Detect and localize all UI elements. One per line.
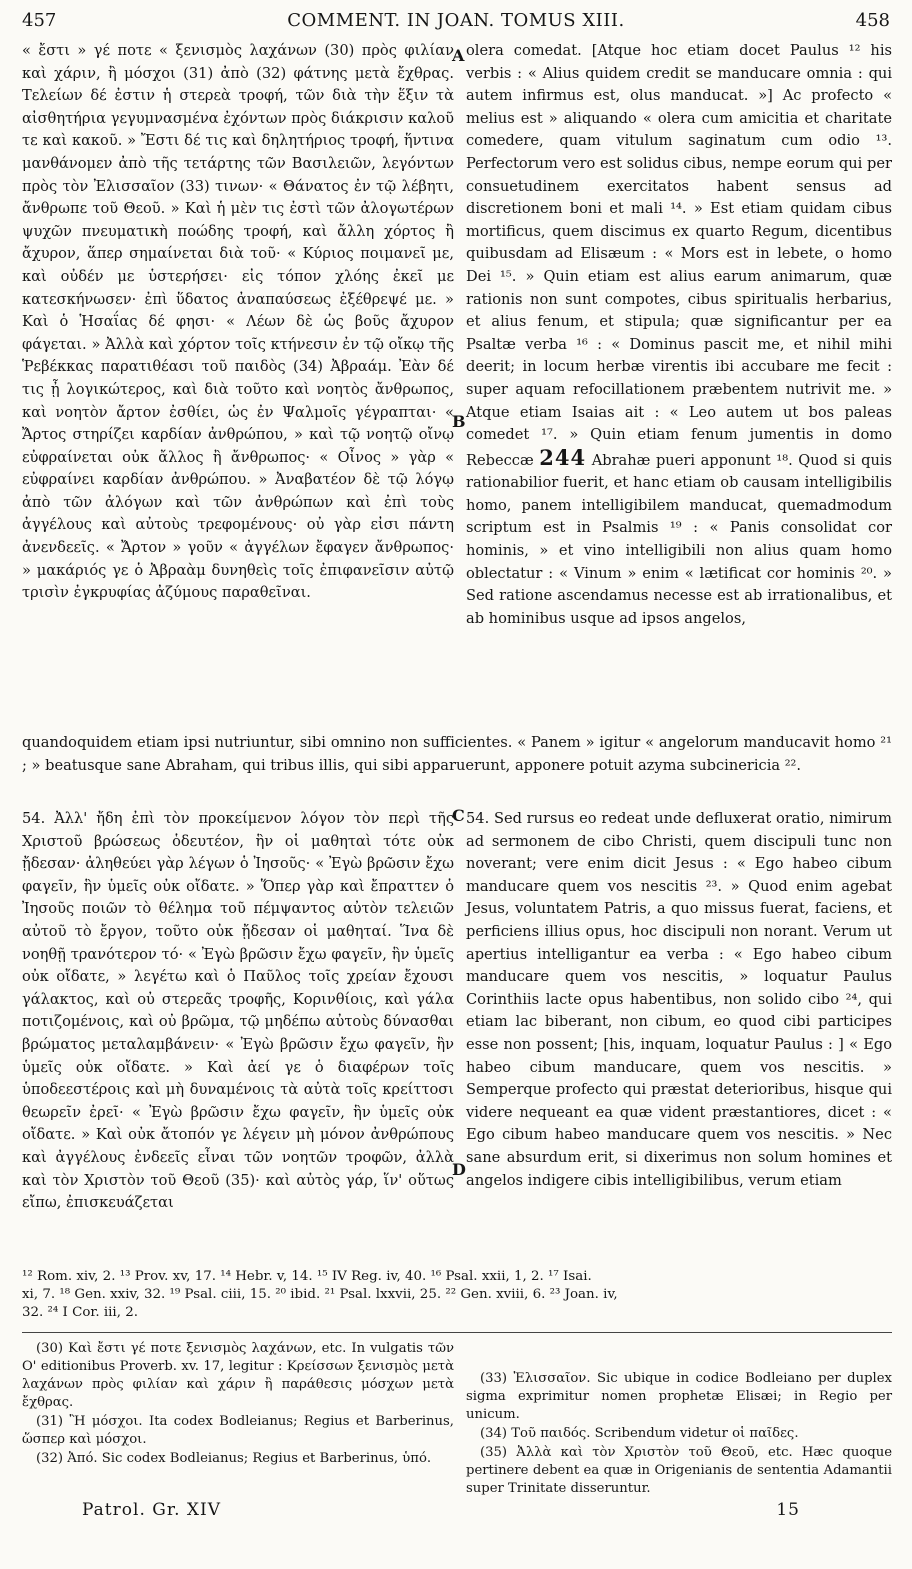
margin-letter-d: D	[452, 1160, 466, 1179]
latin-text-top-a: olera comedat. [Atque hoc etiam docet Paulus ¹² his verbis : « Alius quidem credit se manducare omnia : qui autem infirmus est, olus manducat. »] Ac profecto « melius est » aliquando « olera cum amicitia et charitate comedere, quam vitulum saginatum cum odio ¹³. Perfectorum vero est solidus cibus, nempe eorum qui per consuetudinem exercitatos habent sensus ad discretionem boni et mali ¹⁴. » Est etiam quidam cibus mortificus, quem discimus ex quarto Regum, dicentibus quibusdam ad Elisæum : « Mors est in lebete, o homo Dei ¹⁵. » Quin etiam est alius earum animarum, quæ rationis non sunt compotes, cibus spiritualis herbarius, et alius fenum, et stipula; quæ significantur per ea Psaltæ verba ¹⁶ : « Dominus pascit me, et nihil mihi deerit; in locum herbæ virentis ibi accubare me fecit : super aquam refocillationem præbentem nutrivit me. » Atque etiam Isaias ait : « Leo autem ut bos paleas comedet ¹⁷. » Quin etiam fenum jumentis in domo Rebeccæ	[466, 42, 892, 469]
latin-text-top-b: Abrahæ pueri apponunt ¹⁸. Quod si quis rationabilior fuerit, et hanc etiam ob causam intelligibilis homo, panem intelligibilem manducat, quemadmodum scriptum est in Psalmis ¹⁹ : « Panis consolidat cor hominis, » et vino intelligibili non alius quam homo oblectatur : « Vinum » enim « lætificat cor hominis ²⁰. » Sed ratione ascendamus necesse est ab irrationalibus, et ab hominibus usque ad ipsos angelos,	[466, 451, 893, 627]
greek-section-text: 54. Ἀλλ' ἤδη ἐπὶ τὸν προκείμενον λόγον τὸν περὶ τῆς Χριστοῦ βρώσεως ὁδευτέον, ἣν οἱ μαθηταὶ τότε οὐκ ᾔδεσαν· ἀληθεύει γὰρ λέγων ὁ Ἰησοῦς· « Ἐγὼ βρῶσιν ἔχω φαγεῖν, ἣν ὑμεῖς οὐκ οἴδατε. » Ὅπερ γὰρ καὶ ἔπραττεν ὁ Ἰησοῦς ποιῶν τὸ θέλημα τοῦ πέμψαντος αὐτὸν τελειῶν αὐτοῦ τὸ ἔργον, τοῦτο οὐκ ᾔδεσαν οἱ μαθηταί. Ἵνα δὲ νοηθῇ τρανότερον τό· « Ἐγὼ βρῶσιν ἔχω φαγεῖν, ἣν ὑμεῖς οὐκ οἴδατε, » λεγέτω καὶ ὁ Παῦλος τοῖς χρείαν ἔχουσι γάλακτος, καὶ οὐ στερεᾶς τροφῆς, Κορινθίοις, καὶ γάλα ποτιζομένοις, καὶ οὐ βρῶμα, τῷ μηδέπω αὐτοὺς δύνασθαι βρώματος μεταλαμβάνειν· « Ἐγὼ βρῶσιν ἔχω φαγεῖν, ἣν ὑμεῖς οὐκ οἴδατε. » Καὶ ἀεί γε ὁ διαφέρων τοῖς ὑποδεεστέροις καὶ μὴ δυναμένοις τὰ αὐτὰ τοῖς κρείττοσι θεωρεῖν ἐρεῖ· « Ἐγὼ βρῶσιν ἔχω φαγεῖν, ἣν ὑμεῖς οὐκ οἴδατε. » Καὶ οὐκ ἄτοπόν γε λέγειν μὴ μόνον ἀνθρώπους καὶ ἀγγέλους ἐνδεεῖς εἶναι τῶν νοητῶν τροφῶν, ἀλλὰ καὶ τὸν Χριστὸν τοῦ Θεοῦ (35)· καὶ αὐτὸς γάρ, ἵν' οὕτως εἴπω, ἐπισκευάζεται	[22, 810, 454, 1212]
note-35: (35) Ἀλλὰ καὶ τὸν Χριστὸν τοῦ Θεοῦ, etc. Hæc quoque pertinere debent ea quæ in Origenianis de sententia Adamantii super Trinitate disseruntur.	[466, 1445, 892, 1496]
notes-divider	[22, 1332, 892, 1333]
column-page-marker: 244	[539, 444, 587, 470]
latin-text-top	[466, 40, 892, 630]
reference-line: xi, 7. ¹⁸ Gen. xxiv, 32. ¹⁹ Psal. ciii, 15. ²⁰ ibid. ²¹ Psal. lxxvii, 25. ²² Gen. xviii, 6. ²³ Joan. iv,	[22, 1287, 618, 1302]
note-30: (30) Καὶ ἔστι γέ ποτε ξενισμὸς λαχάνων, etc. In vulgatis τῶν Ο' editionibus Proverb. xv. 17, legitur : Κρείσσων ξενισμὸς μετὰ λαχάνων πρὸς φιλίαν καὶ χάριν ἢ παράθεσις μόσχων μετὰ ἔχθρας.	[22, 1341, 454, 1410]
page-header	[22, 10, 890, 36]
scripture-references	[22, 1268, 892, 1322]
right-page-number: 458	[855, 10, 890, 31]
margin-letter-c: C	[452, 806, 465, 825]
reference-line: 32. ²⁴ I Cor. iii, 2.	[22, 1305, 138, 1320]
margin-letter-a: A	[452, 46, 465, 65]
note-31: (31) Ἢ μόσχοι. Ita codex Bodleianus; Regius et Barberinus, ὥσπερ καὶ μόσχοι.	[22, 1414, 454, 1447]
notes-right-column	[466, 1370, 892, 1499]
greek-text-top: « ἔστι » γέ ποτε « ξενισμὸς λαχάνων (30) πρὸς φιλίαν καὶ χάριν, ἢ μόσχοι (31) ἀπὸ (32) φάτνης μετὰ ἔχθρας. Τελείων δέ ἐστιν ἡ στερεὰ τροφή, τῶν διὰ τὴν ἕξιν τὰ αἰσθητήρια γεγυμνασμένα ἐχόντων πρὸς διάκρισιν καλοῦ τε καὶ κακοῦ. » Ἔστι δέ τις καὶ δηλητήριος τροφή, ἥντινα μανθάνομεν ἀπὸ τῆς τετάρτης τῶν Βασιλειῶν, λεγόντων πρὸς τὸν Ἐλισσαῖον (33) τινων· « Θάνατος ἐν τῷ λέβητι, ἄνθρωπε τοῦ Θεοῦ. » Καὶ ἡ μὲν τις ἐστὶ τῶν ἀλογωτέρων ψυχῶν πνευματικὴ ποώδης τροφή, καὶ ἄλλη χόρτος ἢ ἄχυρον, ἅπερ σημαίνεται διὰ τοῦ· « Κύριος ποιμανεῖ με, καὶ οὐδέν με ὑστερήσει· εἰς τόπον χλόης ἐκεῖ με κατεσκήνωσεν· ἐπὶ ὕδατος ἀναπαύσεως ἐξέθρεψέ με. » Καὶ ὁ Ἡσαΐας δέ φησι· « Λέων δὲ ὡς βοῦς ἄχυρον φάγεται. » Ἀλλὰ καὶ χόρτον τοῖς κτήνεσιν ἐν τῷ οἴκῳ τῆς Ῥεβέκκας παρατιθέασι τοῦ παιδὸς (34) Ἀβραάμ. Ἐὰν δέ τις ᾖ λογικώτερος, καὶ διὰ τοῦτο καὶ νοητὸς ἄνθρωπος, καὶ νοητὸν ἄρτον ἐσθίει, ὡς ἐν Ψαλμοῖς γέγραπται· « Ἄρτος στηρίζει καρδίαν ἀνθρώπου, » καὶ τῷ νοητῷ οἴνῳ εὐφραίνεται οὐκ ἄλλος ἢ ἄνθρωπος· « Οἶνος » γὰρ « εὐφραίνει καρδίαν ἀνθρώπου. » Ἀναβατέον δὲ τῷ λόγῳ ἀπὸ τῶν ἀλόγων καὶ τῶν ἀνθρώπων καὶ ἐπὶ τοὺς ἀγγέλους καὶ αὐτοὺς τρεφομένους· οὐ γὰρ εἰσι πάντη ἀνενδεεῖς. « Ἄρτον » γοῦν « ἀγγέλων ἔφαγεν ἄνθρωπος· » μακάριός γε ὁ Ἀβραὰμ δυνηθεὶς τοῖς ἐπιφανεῖσιν αὐτῷ τρισὶν ἐγκρυφίας ἀζύμους παραθεῖναι.	[22, 42, 454, 602]
running-title: COMMENT. IN JOAN. TOMUS XIII.	[287, 10, 625, 31]
margin-letter-b: B	[452, 412, 466, 431]
note-33: (33) Ἐλισσαῖον. Sic ubique in codice Bodleiano per duplex sigma exprimitur nomen prophetæ Elisæi; in Regio per unicum.	[466, 1371, 892, 1422]
footer-series-title: Patrol. Gr. XIV	[82, 1500, 221, 1520]
footer-signature-number: 15	[776, 1500, 800, 1520]
notes-left-column	[22, 1340, 454, 1469]
greek-column-top	[22, 40, 454, 605]
note-34: (34) Τοῦ παιδός. Scribendum videtur οἱ παῖδες.	[480, 1426, 799, 1441]
latin-column-top	[466, 40, 892, 630]
reference-line: ¹² Rom. xiv, 2. ¹³ Prov. xv, 17. ¹⁴ Hebr. v, 14. ¹⁵ IV Reg. iv, 40. ¹⁶ Psal. xxii, 1, 2. ¹⁷ Isai.	[22, 1269, 592, 1284]
latin-full-width-paragraph	[22, 732, 892, 777]
latin-full-text: quandoquidem etiam ipsi nutriuntur, sibi omnino non sufficientes. « Panem » igitur « angelorum manducavit homo ²¹ ; » beatusque sane Abraham, qui tribus illis, qui sibi apparuerunt, apponere potuit azyma subcinericia ²².	[22, 734, 892, 774]
greek-column-section-54	[22, 808, 454, 1215]
latin-column-section-54	[466, 808, 892, 1192]
latin-section-text: 54. Sed rursus eo redeat unde defluxerat oratio, nimirum ad sermonem de cibo Christi, quem discipuli tunc non noverant; vere enim dicit Jesus : « Ego habeo cibum manducare quem vos nescitis ²³. » Quod enim agebat Jesus, voluntatem Patris, a quo missus fuerat, faciens, et perficiens illius opus, hoc discipuli non norant. Verum ut apertius intelligantur ea verba : « Ego habeo cibum manducare quem vos nescitis, » loquatur Paulus Corinthiis lacte opus habentibus, non solido cibo ²⁴, qui etiam lac biberant, non cibum, eo quod cibi participes esse non possent; [his, inquam, loquatur Paulus : ] « Ego habeo cibum manducare, quem vos nescitis. » Semperque profecto qui præstat deterioribus, hisque qui videre nequeant ea quæ vident præstantiores, dicet : « Ego cibum habeo manducare quem vos nescitis. » Nec sane absurdum erit, si dixerimus non solum homines et angelos indigere cibis intelligibilibus, verum etiam	[466, 810, 892, 1189]
note-32: (32) Ἀπό. Sic codex Bodleianus; Regius et Barberinus, ὑπό.	[36, 1451, 432, 1466]
left-page-number: 457	[22, 10, 57, 31]
